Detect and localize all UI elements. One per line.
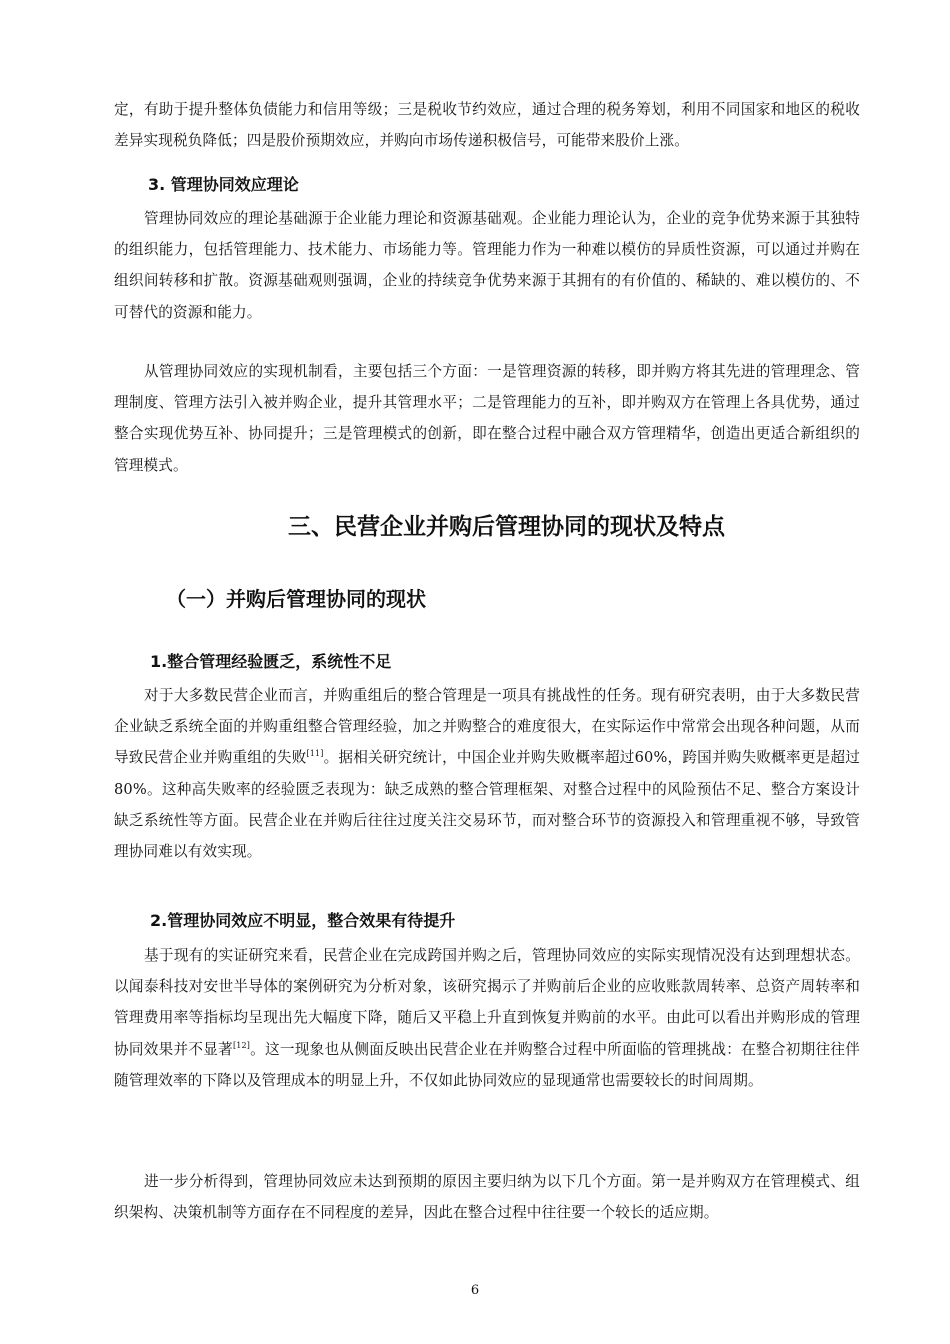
paragraph-mechanism: 从管理协同效应的实现机制看，主要包括三个方面：一是管理资源的转移，即并购方将其先进的管理理念、管理制度、管理方法引入被并购企业，提升其管理水平；二是管理能力的互补，即并购双方在管理上各具优势，通过整合实现优势互补、协同提升；三是管理模式的创新，即在整合过程中融合双方管理精华，创造出更适合新组织的管理模式。 xyxy=(114,363,860,474)
page-number: 6 xyxy=(470,1283,480,1298)
paragraph-text: 。据相关研究统计，中国企业并购失败概率超过60%，跨国并购失败概率更是超过 80%。这种高失败率的经验匮乏表现为：缺乏成熟的整合管理框架、对整合过程中的风险预估不足、整合方案设计缺乏系统性等方面。民营企业在并购后往往过度关注交易环节，而对整合环节的资源投入和管理重视不够，导致管理协同难以有效实现。 xyxy=(114,749,860,861)
paragraph-experience xyxy=(114,680,860,867)
paragraph-further-analysis: 进一步分析得到，管理协同效应未达到预期的原因主要归纳为以下几个方面。第一是并购双方在管理模式、组织架构、决策机制等方面存在不同程度的差异，因此在整合过程中往往要一个较长的适应期。 xyxy=(114,1173,860,1222)
paragraph-continued: 定，有助于提升整体负债能力和信用等级；三是税收节约效应，通过合理的税务筹划，利用不同国家和地区的税收差异实现税负降低；四是股价预期效应，并购向市场传递积极信号，可能带来股价上涨。 xyxy=(114,101,860,150)
subsection-title: （一）并购后管理协同的现状 xyxy=(166,587,426,611)
section-title: 三、民营企业并购后管理协同的现状及特点 xyxy=(288,514,725,540)
heading-1-experience-lacking: 1.整合管理经验匮乏，系统性不足 xyxy=(150,652,392,671)
heading-3-synergy-theory: 3. 管理协同效应理论 xyxy=(148,175,299,194)
paragraph-text: 对于大多数民营企业而言，并购重组后的整合管理是一项具有挑战性的任务。现有研究表明，由于大多数民营企业缺乏系统全面的并购重组整合管理经验，加之并购整合的难度很大，在实际运作中常常会出现各种问题，从而导致民营企业并购重组的失败 xyxy=(114,687,860,767)
paragraph-empirical xyxy=(114,940,860,1096)
paragraph-text: 基于现有的实证研究来看，民营企业在完成跨国并购之后，管理协同效应的实际实现情况没有达到理想状态。以闻泰科技对安世半导体的案例研究为分析对象，该研究揭示了并购前后企业的应收账款周转率、总资产周转率和管理费用率等指标均呈现出先大幅度下降，随后又平稳上升直到恢复并购前的水平。由此可以看出并购形成的管理协同效果并不显著 xyxy=(114,947,860,1058)
citation-marker: [12] xyxy=(233,1040,251,1050)
citation-marker: [11] xyxy=(306,749,324,759)
paragraph-theory-basis: 管理协同效应的理论基础源于企业能力理论和资源基础观。企业能力理论认为，企业的竞争优势来源于其独特的组织能力，包括管理能力、技术能力、市场能力等。管理能力作为一种难以模仿的异质性资源，可以通过并购在组织间转移和扩散。资源基础观则强调，企业的持续竞争优势来源于其拥有的有价值的、稀缺的、难以模仿的、不可替代的资源和能力。 xyxy=(114,210,860,321)
paragraph-text: 。这一现象也从侧面反映出民营企业在并购整合过程中所面临的管理挑战：在整合初期往往伴随管理效率的下降以及管理成本的明显上升，不仅如此协同效应的显现通常也需要较长的时间周期。 xyxy=(114,1040,860,1089)
heading-2-effect-unclear: 2.管理协同效应不明显，整合效果有待提升 xyxy=(150,911,456,930)
